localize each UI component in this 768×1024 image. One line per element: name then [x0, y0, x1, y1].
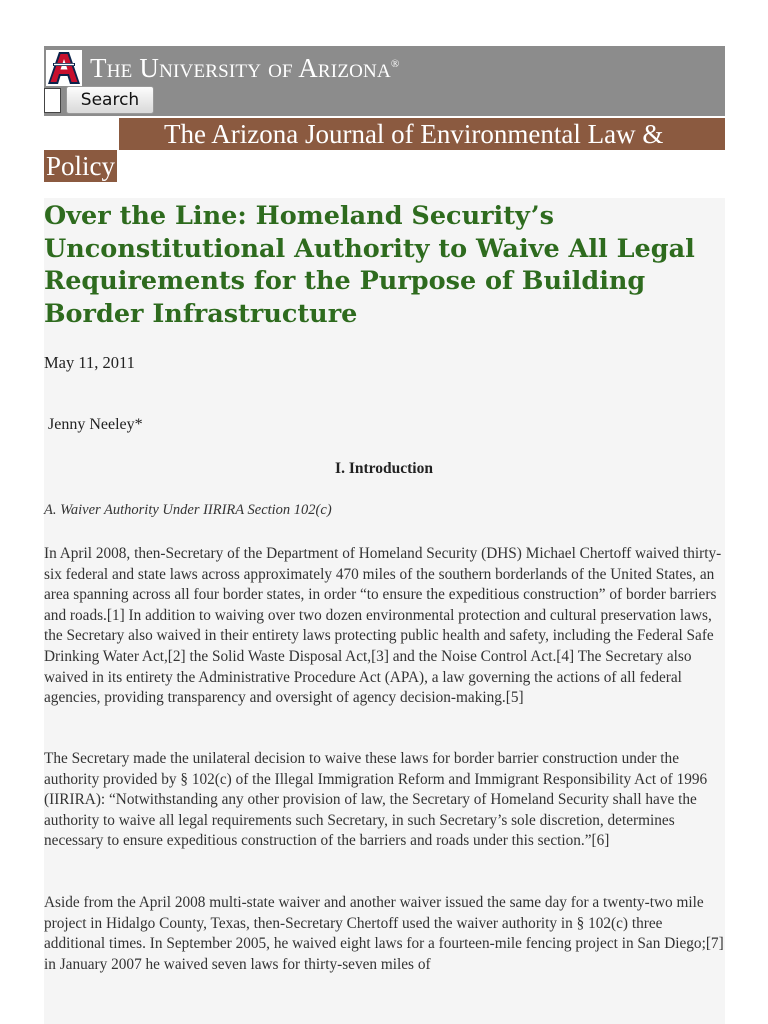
- article-date: May 11, 2011: [44, 353, 135, 372]
- body-paragraph-1: In April 2008, then-Secretary of the Department of Homeland Security (DHS) Michael Chertoff waived thirty-six federal and state laws across approximately 470 miles of the southern borderlands of the United States, an area spanning across all four border states, in order “to ensure the expeditious construction” of border barriers and roads.[1] In addition to waiving over two dozen environmental protection and cultural preservation laws, the Secretary also waived in their entirety laws protecting public health and safety, including the Federal Safe Drinking Water Act,[2] the Solid Waste Disposal Act,[3] and the Noise Control Act.[4] The Secretary also waived in its entirety the Administrative Procedure Act (APA), a law governing the actions of all federal agencies, providing transparency and oversight of agency decision-making.[5]: [44, 545, 722, 707]
- journal-name-line1[interactable]: The Arizona Journal of Environmental Law &: [119, 118, 725, 150]
- registered-mark: ®: [390, 57, 400, 70]
- body-paragraph-3: Aside from the April 2008 multi-state waiver and another waiver issued the same day for a twenty-two mile project in Hidalgo County, Texas, then-Secretary Chertoff used the waiver authority in § 102(c) three additional times. In September 2005, he waived eight laws for a fourteen-mile fencing project in San Diego;[7] in January 2007 he waived seven laws for thirty-seven miles of: [44, 894, 724, 973]
- university-name[interactable]: The University of Arizona®: [90, 52, 400, 83]
- search-input[interactable]: [44, 88, 61, 113]
- journal-name-line2[interactable]: Policy: [46, 151, 116, 181]
- search-bar: [44, 86, 154, 114]
- university-branding[interactable]: [46, 50, 399, 86]
- search-button[interactable]: Search: [66, 86, 154, 114]
- subsection-heading: A. Waiver Authority Under IIRIRA Section 102(c): [44, 502, 332, 518]
- university-a-logo-icon[interactable]: [46, 50, 82, 86]
- journal-banner[interactable]: [44, 118, 725, 182]
- article-title: Over the Line: Homeland Security’s Unconstitutional Authority to Waive All Legal Requirements for the Purpose of Building Border Infrastructure: [44, 201, 695, 329]
- article-author: Jenny Neeley*: [48, 416, 143, 433]
- body-paragraph-2: The Secretary made the unilateral decision to waive these laws for border barrier construction under the authority provided by § 102(c) of the Illegal Immigration Reform and Immigrant Responsibility Act of 1996 (IIRIRA): “Notwithstanding any other provision of law, the Secretary of Homeland Security shall have the authority to waive all legal requirements such Secretary, in such Secretary’s sole discretion, determines necessary to ensure expeditious construction of the barriers and roads under this section.”[6]: [44, 750, 708, 850]
- section-heading: I. Introduction: [335, 460, 433, 477]
